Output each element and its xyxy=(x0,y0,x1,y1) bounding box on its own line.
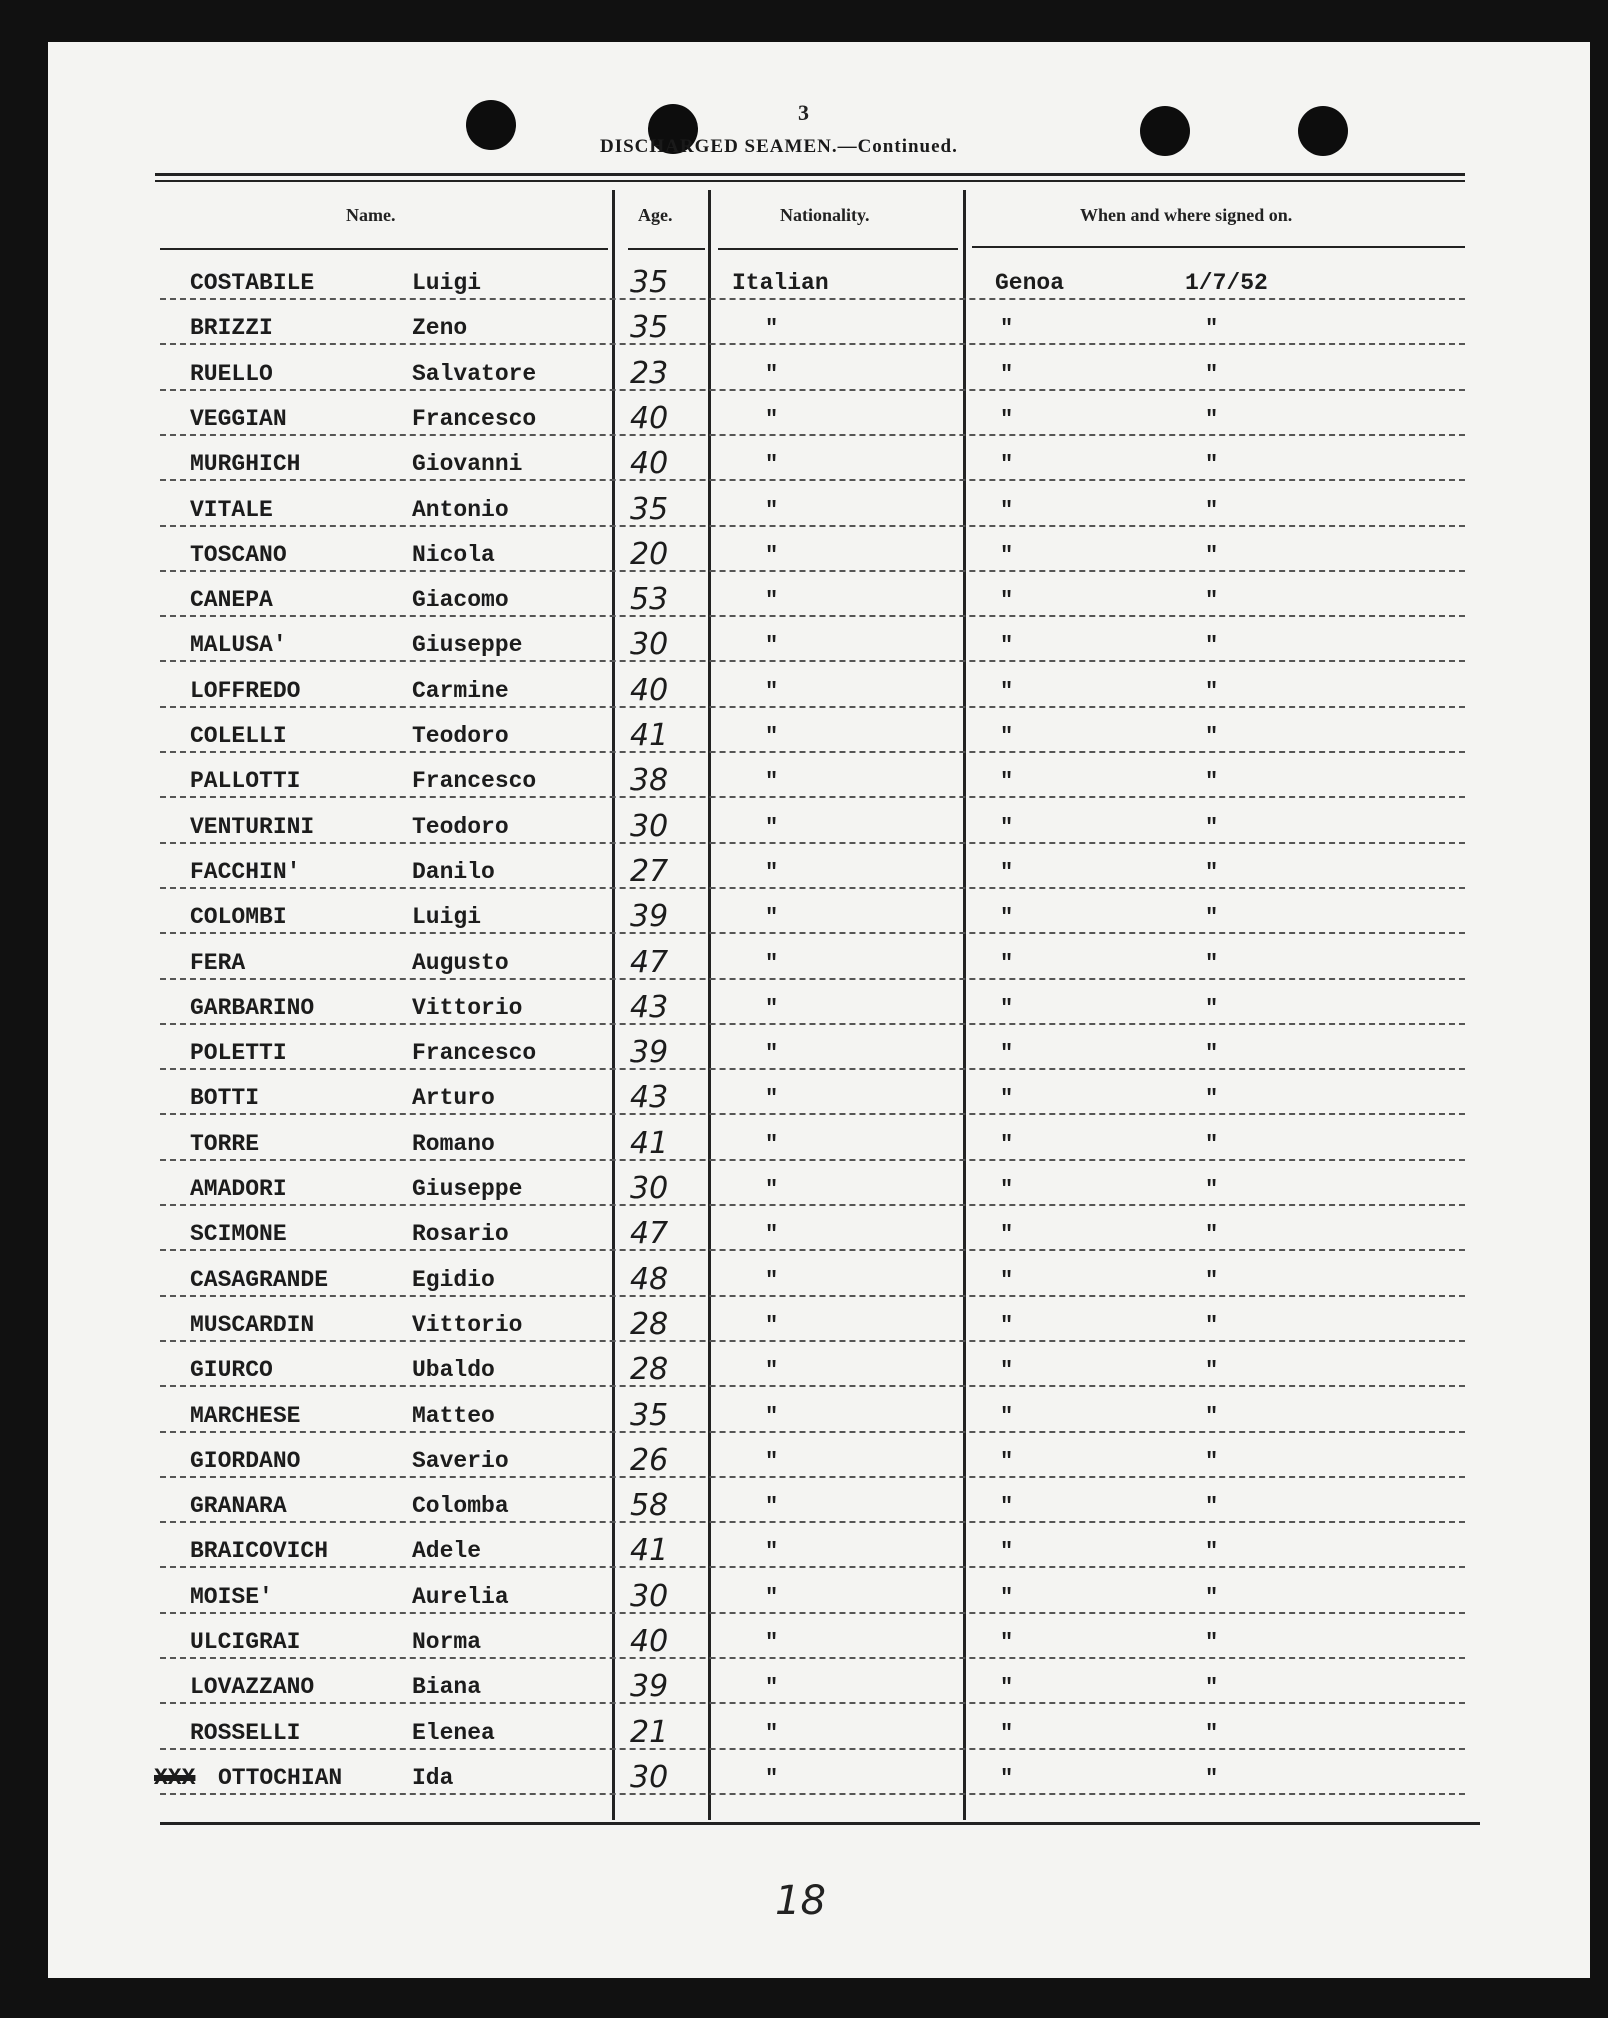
signed-on-place-cell: " xyxy=(1000,407,1014,432)
nationality-cell: " xyxy=(765,905,779,930)
signed-on-place-cell: " xyxy=(1000,724,1014,749)
nationality-cell: " xyxy=(765,1630,779,1655)
table-row xyxy=(160,1715,1465,1750)
given-name-cell: Teodoro xyxy=(412,814,509,840)
nationality-cell: " xyxy=(765,1539,779,1564)
signed-on-date-cell: " xyxy=(1205,1086,1219,1111)
given-name-cell: Giuseppe xyxy=(412,632,523,658)
age-cell: 28 xyxy=(630,1307,669,1342)
nationality-cell: " xyxy=(765,1041,779,1066)
table-row xyxy=(160,1307,1465,1342)
signed-on-date-cell: 1/7/52 xyxy=(1185,270,1268,296)
header-underline xyxy=(718,248,958,250)
given-name-cell: Giuseppe xyxy=(412,1176,523,1202)
given-name-cell: Zeno xyxy=(412,315,468,341)
age-cell: 40 xyxy=(630,446,669,481)
age-cell: 40 xyxy=(630,1624,669,1659)
age-cell: 28 xyxy=(630,1352,669,1387)
page-heading: DISCHARGED SEAMEN.—Continued. xyxy=(600,136,958,157)
given-name-cell: Giovanni xyxy=(412,451,523,477)
signed-on-place-cell: " xyxy=(1000,951,1014,976)
signed-on-date-cell: " xyxy=(1205,1585,1219,1610)
nationality-cell: " xyxy=(765,1675,779,1700)
given-name-cell: Saverio xyxy=(412,1448,509,1474)
age-cell: 40 xyxy=(630,401,669,436)
signed-on-date-cell: " xyxy=(1205,1177,1219,1202)
surname-cell: GRANARA xyxy=(190,1493,287,1519)
signed-on-place-cell: " xyxy=(1000,316,1014,341)
signed-on-date-cell: " xyxy=(1205,1449,1219,1474)
nationality-cell: " xyxy=(765,1404,779,1429)
surname-cell: VITALE xyxy=(190,497,273,523)
surname-cell: MOISE' xyxy=(190,1584,273,1610)
age-cell: 21 xyxy=(630,1715,669,1750)
table-row xyxy=(160,1624,1465,1659)
signed-on-date-cell: " xyxy=(1205,679,1219,704)
table-row xyxy=(160,718,1465,753)
signed-on-place-cell: " xyxy=(1000,1721,1014,1746)
given-name-cell: Nicola xyxy=(412,542,495,568)
signed-on-date-cell: " xyxy=(1205,1630,1219,1655)
age-cell: 47 xyxy=(630,945,669,980)
table-row xyxy=(160,1216,1465,1251)
given-name-cell: Romano xyxy=(412,1131,495,1157)
signed-on-date-cell: " xyxy=(1205,1766,1219,1791)
nationality-cell: " xyxy=(765,362,779,387)
signed-on-place-cell: " xyxy=(1000,1222,1014,1247)
nationality-cell: " xyxy=(765,1449,779,1474)
surname-cell: VENTURINI xyxy=(190,814,315,840)
table-row xyxy=(160,401,1465,436)
given-name-cell: Salvatore xyxy=(412,361,537,387)
table-row xyxy=(160,809,1465,844)
surname-cell: TOSCANO xyxy=(190,542,287,568)
signed-on-place-cell: " xyxy=(1000,815,1014,840)
signed-on-date-cell: " xyxy=(1205,543,1219,568)
signed-on-place-cell: " xyxy=(1000,1404,1014,1429)
table-row xyxy=(160,673,1465,708)
surname-cell: ULCIGRAI xyxy=(190,1629,301,1655)
age-cell: 39 xyxy=(630,1669,669,1704)
table-row xyxy=(160,1533,1465,1568)
nationality-cell: " xyxy=(765,452,779,477)
signed-on-date-cell: " xyxy=(1205,362,1219,387)
bottom-rule xyxy=(160,1822,1480,1825)
nationality-cell: " xyxy=(765,1132,779,1157)
surname-cell: MURGHICH xyxy=(190,451,301,477)
given-name-cell: Luigi xyxy=(412,904,482,930)
page-number: 3 xyxy=(798,100,809,125)
signed-on-place-cell: " xyxy=(1000,633,1014,658)
signed-on-place-cell: " xyxy=(1000,1268,1014,1293)
surname-cell: MARCHESE xyxy=(190,1403,301,1429)
given-name-cell: Matteo xyxy=(412,1403,495,1429)
surname-cell: COLELLI xyxy=(190,723,287,749)
age-cell: 41 xyxy=(630,718,669,753)
nationality-cell: " xyxy=(765,815,779,840)
table-row xyxy=(160,1126,1465,1161)
signed-on-date-cell: " xyxy=(1205,996,1219,1021)
surname-cell: PALLOTTI xyxy=(190,768,301,794)
surname-cell: SCIMONE xyxy=(190,1221,287,1247)
top-rule xyxy=(155,173,1465,176)
age-cell: 48 xyxy=(630,1262,669,1297)
nationality-cell: " xyxy=(765,588,779,613)
signed-on-date-cell: " xyxy=(1205,633,1219,658)
table-row xyxy=(160,1262,1465,1297)
surname-cell: POLETTI xyxy=(190,1040,287,1066)
surname-cell: ROSSELLI xyxy=(190,1720,301,1746)
table-row xyxy=(160,1171,1465,1206)
signed-on-date-cell: " xyxy=(1205,769,1219,794)
surname-cell: MALUSA' xyxy=(190,632,287,658)
surname-cell: COLOMBI xyxy=(190,904,287,930)
table-row xyxy=(160,854,1465,889)
table-row xyxy=(160,899,1465,934)
nationality-cell: " xyxy=(765,1268,779,1293)
handwritten-number: 18 xyxy=(775,1878,826,1924)
signed-on-place-cell: " xyxy=(1000,1177,1014,1202)
table-row xyxy=(160,1398,1465,1433)
surname-cell: GIORDANO xyxy=(190,1448,301,1474)
nationality-cell: " xyxy=(765,860,779,885)
surname-cell: CASAGRANDE xyxy=(190,1267,329,1293)
signed-on-place-cell: " xyxy=(1000,588,1014,613)
table-row xyxy=(160,1080,1465,1115)
signed-on-place-cell: " xyxy=(1000,1539,1014,1564)
signed-on-date-cell: " xyxy=(1205,1222,1219,1247)
nationality-cell: " xyxy=(765,316,779,341)
age-cell: 39 xyxy=(630,1035,669,1070)
surname-cell: BRIZZI xyxy=(190,315,273,341)
table-row xyxy=(154,1760,1465,1795)
age-cell: 26 xyxy=(630,1443,669,1478)
nationality-cell: " xyxy=(765,1086,779,1111)
surname-cell: GARBARINO xyxy=(190,995,315,1021)
signed-on-place-cell: " xyxy=(1000,1585,1014,1610)
nationality-cell: " xyxy=(765,1585,779,1610)
column-header-signed-on: When and where signed on. xyxy=(1080,205,1293,225)
table-row xyxy=(160,537,1465,572)
age-cell: 58 xyxy=(630,1488,669,1523)
age-cell: 43 xyxy=(630,990,669,1025)
nationality-cell: " xyxy=(765,1494,779,1519)
nationality-cell: " xyxy=(765,1721,779,1746)
signed-on-date-cell: " xyxy=(1205,951,1219,976)
nationality-cell: " xyxy=(765,679,779,704)
nationality-cell: " xyxy=(765,498,779,523)
given-name-cell: Aurelia xyxy=(412,1584,509,1610)
signed-on-place-cell: " xyxy=(1000,452,1014,477)
age-cell: 41 xyxy=(630,1126,669,1161)
given-name-cell: Teodoro xyxy=(412,723,509,749)
signed-on-date-cell: " xyxy=(1205,407,1219,432)
surname-cell: COSTABILE xyxy=(190,270,315,296)
age-cell: 40 xyxy=(630,673,669,708)
age-cell: 43 xyxy=(630,1080,669,1115)
signed-on-date-cell: " xyxy=(1205,905,1219,930)
signed-on-date-cell: " xyxy=(1205,316,1219,341)
signed-on-date-cell: " xyxy=(1205,498,1219,523)
nationality-cell: " xyxy=(765,1766,779,1791)
signed-on-date-cell: " xyxy=(1205,815,1219,840)
given-name-cell: Francesco xyxy=(412,1040,537,1066)
signed-on-date-cell: " xyxy=(1205,1721,1219,1746)
age-cell: 30 xyxy=(630,809,669,844)
header-underline xyxy=(972,246,1465,248)
signed-on-place-cell: " xyxy=(1000,1675,1014,1700)
surname-cell: MUSCARDIN xyxy=(190,1312,315,1338)
given-name-cell: Augusto xyxy=(412,950,509,976)
age-cell: 38 xyxy=(630,763,669,798)
signed-on-place-cell: " xyxy=(1000,1358,1014,1383)
table-row xyxy=(160,1443,1465,1478)
given-name-cell: Danilo xyxy=(412,859,495,885)
given-name-cell: Norma xyxy=(412,1629,482,1655)
table-row xyxy=(160,1579,1465,1614)
given-name-cell: Elenea xyxy=(412,1720,495,1746)
table-row xyxy=(160,446,1465,481)
signed-on-place-cell: " xyxy=(1000,1449,1014,1474)
column-header-nationality: Nationality. xyxy=(780,205,870,225)
nationality-cell: " xyxy=(765,951,779,976)
nationality-cell: " xyxy=(765,996,779,1021)
surname-cell: RUELLO xyxy=(190,361,273,387)
signed-on-date-cell: " xyxy=(1205,1313,1219,1338)
nationality-cell: " xyxy=(765,1222,779,1247)
signed-on-date-cell: " xyxy=(1205,1358,1219,1383)
surname-cell: FERA xyxy=(190,950,246,976)
table-row xyxy=(160,1669,1465,1704)
signed-on-place-cell: " xyxy=(1000,860,1014,885)
surname-cell: BRAICOVICH xyxy=(190,1538,329,1564)
signed-on-date-cell: " xyxy=(1205,724,1219,749)
table-row xyxy=(160,945,1465,980)
given-name-cell: Giacomo xyxy=(412,587,509,613)
signed-on-date-cell: " xyxy=(1205,1494,1219,1519)
table-row xyxy=(160,1035,1465,1070)
given-name-cell: Rosario xyxy=(412,1221,509,1247)
surname-cell: LOFFREDO xyxy=(190,678,301,704)
given-name-cell: Francesco xyxy=(412,768,537,794)
column-header-age: Age. xyxy=(638,205,673,225)
header-underline xyxy=(628,248,705,250)
nationality-cell: " xyxy=(765,769,779,794)
table-row xyxy=(160,627,1465,662)
signed-on-date-cell: " xyxy=(1205,1404,1219,1429)
surname-cell: LOVAZZANO xyxy=(190,1674,315,1700)
signed-on-place-cell: " xyxy=(1000,679,1014,704)
signed-on-place-cell: " xyxy=(1000,1630,1014,1655)
surname-cell: BOTTI xyxy=(190,1085,260,1111)
given-name-cell: Francesco xyxy=(412,406,537,432)
age-cell: 30 xyxy=(630,1579,669,1614)
age-cell: 30 xyxy=(630,1760,669,1795)
signed-on-date-cell: " xyxy=(1205,452,1219,477)
table-row xyxy=(160,582,1465,617)
signed-on-place-cell: " xyxy=(1000,769,1014,794)
signed-on-place-cell: " xyxy=(1000,905,1014,930)
nationality-cell: " xyxy=(765,1313,779,1338)
given-name-cell: Ida xyxy=(412,1765,454,1791)
table-row xyxy=(160,1488,1465,1523)
given-name-cell: Luigi xyxy=(412,270,482,296)
age-cell: 35 xyxy=(630,265,669,300)
age-cell: 30 xyxy=(630,1171,669,1206)
surname-cell: GIURCO xyxy=(190,1357,273,1383)
given-name-cell: Ubaldo xyxy=(412,1357,495,1383)
signed-on-date-cell: " xyxy=(1205,1675,1219,1700)
given-name-cell: Vittorio xyxy=(412,995,523,1021)
surname-cell: OTTOCHIAN xyxy=(218,1765,343,1791)
column-header-name: Name. xyxy=(346,205,396,225)
age-cell: 53 xyxy=(630,582,669,617)
signed-on-place-cell: " xyxy=(1000,1313,1014,1338)
nationality-cell: " xyxy=(765,543,779,568)
table-row xyxy=(160,990,1465,1025)
signed-on-place-cell: " xyxy=(1000,543,1014,568)
nationality-cell: " xyxy=(765,407,779,432)
signed-on-date-cell: " xyxy=(1205,588,1219,613)
given-name-cell: Arturo xyxy=(412,1085,495,1111)
age-cell: 35 xyxy=(630,1398,669,1433)
signed-on-place-cell: " xyxy=(1000,362,1014,387)
signed-on-date-cell: " xyxy=(1205,1041,1219,1066)
signed-on-place-cell: " xyxy=(1000,1132,1014,1157)
nationality-cell: Italian xyxy=(732,270,829,296)
table-row xyxy=(160,265,1465,300)
table-row xyxy=(160,356,1465,391)
age-cell: 47 xyxy=(630,1216,669,1251)
given-name-cell: Vittorio xyxy=(412,1312,523,1338)
signed-on-date-cell: " xyxy=(1205,1539,1219,1564)
age-cell: 27 xyxy=(630,854,669,889)
given-name-cell: Egidio xyxy=(412,1267,495,1293)
struck-out-text: XXX xyxy=(154,1765,196,1791)
given-name-cell: Carmine xyxy=(412,678,509,704)
punch-hole xyxy=(466,100,516,150)
given-name-cell: Antonio xyxy=(412,497,509,523)
table-row xyxy=(160,1352,1465,1387)
surname-cell: FACCHIN' xyxy=(190,859,301,885)
age-cell: 30 xyxy=(630,627,669,662)
nationality-cell: " xyxy=(765,1177,779,1202)
nationality-cell: " xyxy=(765,633,779,658)
age-cell: 23 xyxy=(630,356,669,391)
age-cell: 39 xyxy=(630,899,669,934)
table-row xyxy=(160,310,1465,345)
signed-on-place-cell: " xyxy=(1000,996,1014,1021)
age-cell: 20 xyxy=(630,537,669,572)
surname-cell: CANEPA xyxy=(190,587,273,613)
surname-cell: AMADORI xyxy=(190,1176,287,1202)
surname-cell: TORRE xyxy=(190,1131,260,1157)
age-cell: 35 xyxy=(630,492,669,527)
header-underline xyxy=(160,248,608,250)
punch-hole xyxy=(1298,106,1348,156)
signed-on-date-cell: " xyxy=(1205,1132,1219,1157)
top-rule-double xyxy=(155,180,1465,182)
signed-on-place-cell: " xyxy=(1000,498,1014,523)
age-cell: 35 xyxy=(630,310,669,345)
signed-on-place-cell: " xyxy=(1000,1494,1014,1519)
nationality-cell: " xyxy=(765,724,779,749)
signed-on-place-cell: Genoa xyxy=(995,270,1065,296)
age-cell: 41 xyxy=(630,1533,669,1568)
signed-on-place-cell: " xyxy=(1000,1041,1014,1066)
signed-on-date-cell: " xyxy=(1205,1268,1219,1293)
given-name-cell: Colomba xyxy=(412,1493,509,1519)
nationality-cell: " xyxy=(765,1358,779,1383)
given-name-cell: Biana xyxy=(412,1674,482,1700)
signed-on-date-cell: " xyxy=(1205,860,1219,885)
given-name-cell: Adele xyxy=(412,1538,482,1564)
surname-cell: VEGGIAN xyxy=(190,406,287,432)
punch-hole xyxy=(1140,106,1190,156)
signed-on-place-cell: " xyxy=(1000,1766,1014,1791)
signed-on-place-cell: " xyxy=(1000,1086,1014,1111)
table-row xyxy=(160,492,1465,527)
table-row xyxy=(160,763,1465,798)
